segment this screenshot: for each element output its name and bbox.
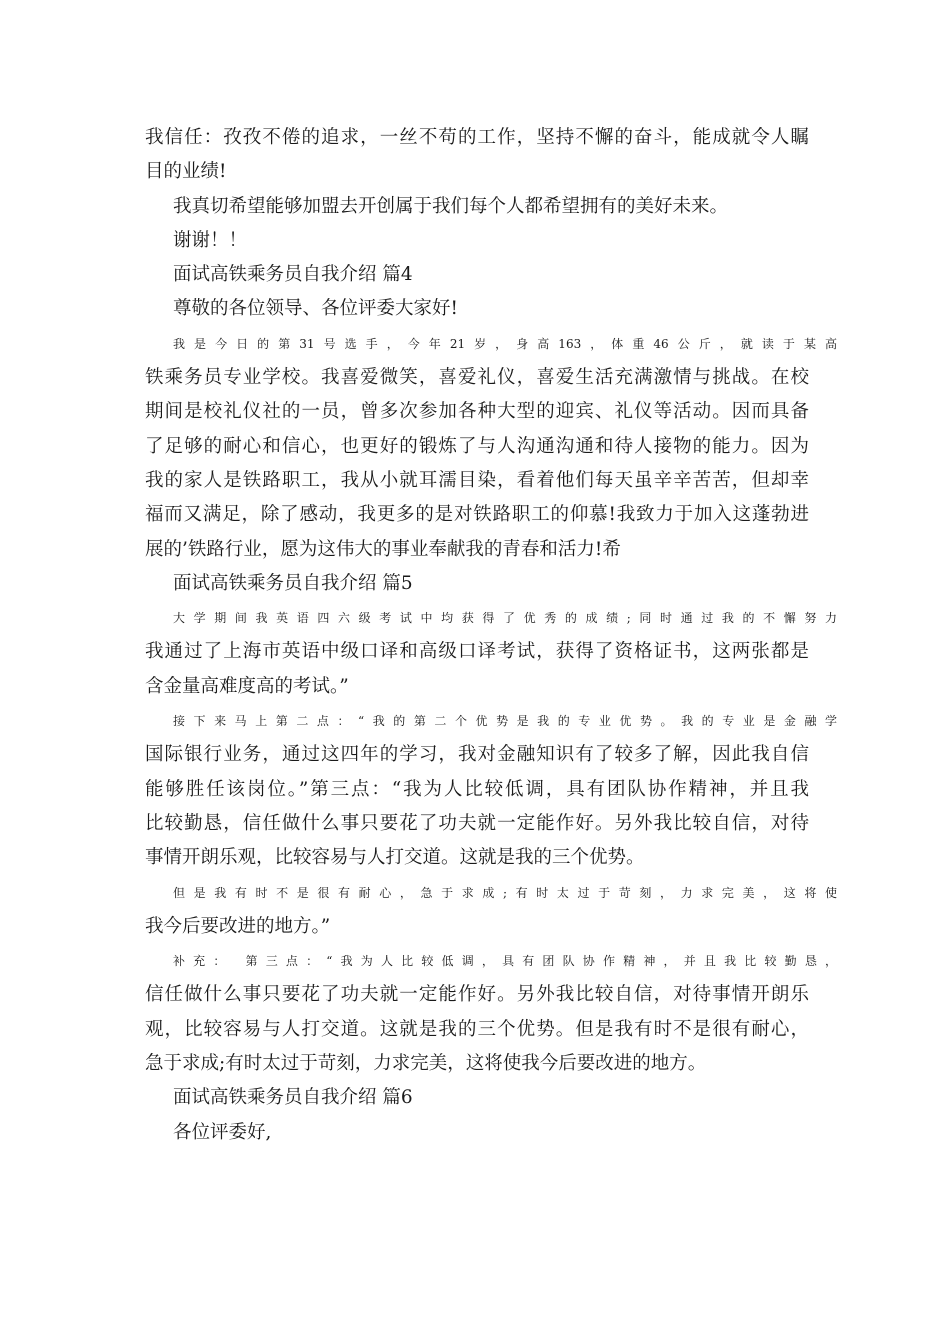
text-line: 我通过了上海市英语中级口译和高级口译考试，获得了资格证书，这两张都是 [145,641,809,663]
text-line: 我真切希望能够加盟去开创属于我们每个人都希望拥有的美好未来。 [173,195,729,217]
text-line: 接下来马上第二点：“我的第二个优势是我的专业优势。我的专业是金融学 [173,714,837,729]
text-line: 我今后要改进的地方。” [145,915,331,937]
text-line: 我是今日的第31号选手，今年21岁，身高163，体重46公斤，就读于某高 [173,336,837,351]
text-line: 了足够的耐心和信心，也更好的锻炼了与人沟通沟通和待人接物的能力。因为 [145,435,809,457]
text-line: 目的业绩! [145,161,227,183]
text-line: 补充： 第三点：“我为人比较低调，具有团队协作精神，并且我比较勤恳， [173,954,837,969]
text-line: 铁乘务员专业学校。我喜爱微笑，喜爱礼仪，喜爱生活充满激情与挑战。在校 [145,367,809,389]
text-line: 观，比较容易与人打交道。这就是我的三个优势。但是我有时不是很有耐心， [145,1018,809,1040]
text-line: 尊敬的各位领导、各位评委大家好! [173,298,458,320]
text-line: 各位评委好, [173,1121,272,1143]
text-line: 比较勤恳，信任做什么事只要花了功夫就一定能作好。另外我比较自信，对待 [145,812,809,834]
text-line: 含金量高难度高的考试。” [145,675,349,697]
text-line: 福而又满足，除了感动，我更多的是对铁路职工的仰慕!我致力于加入这蓬勃进 [145,504,809,526]
text-line: 信任做什么事只要花了功夫就一定能作好。另外我比较自信，对待事情开朗乐 [145,984,809,1006]
text-line: 但是我有时不是很有耐心，急于求成;有时太过于苛刻，力求完美，这将使 [173,885,837,900]
text-line: 期间是校礼仪社的一员，曾多次参加各种大型的迎宾、礼仪等活动。因而具备 [145,401,809,423]
text-line: 展的’铁路行业，愿为这伟大的事业奉献我的青春和活力!希 [145,538,621,560]
document-body [145,121,837,1150]
text-line: 面试高铁乘务员自我介绍 篇5 [173,572,413,594]
text-line: 我的家人是铁路职工，我从小就耳濡目染，看着他们每天虽辛辛苦苦，但却幸 [145,469,809,491]
text-line: 面试高铁乘务员自我介绍 篇6 [173,1087,413,1109]
text-line: 大学期间我英语四六级考试中均获得了优秀的成绩;同时通过我的不懈努力 [173,611,837,626]
text-line: 我信任：孜孜不倦的追求，一丝不苟的工作，坚持不懈的奋斗，能成就令人瞩 [145,127,809,148]
text-line: 面试高铁乘务员自我介绍 篇4 [173,264,413,286]
text-line: 国际银行业务，通过这四年的学习，我对金融知识有了较多了解，因此我自信 [145,744,809,766]
text-line: 能够胜任该岗位。”第三点：“我为人比较低调，具有团队协作精神，并且我 [145,778,809,800]
text-line: 事情开朗乐观，比较容易与人打交道。这就是我的三个优势。 [145,847,645,869]
text-line: 谢谢！！ [173,229,248,251]
text-line: 急于求成;有时太过于苛刻，力求完美，这将使我今后要改进的地方。 [145,1053,707,1075]
